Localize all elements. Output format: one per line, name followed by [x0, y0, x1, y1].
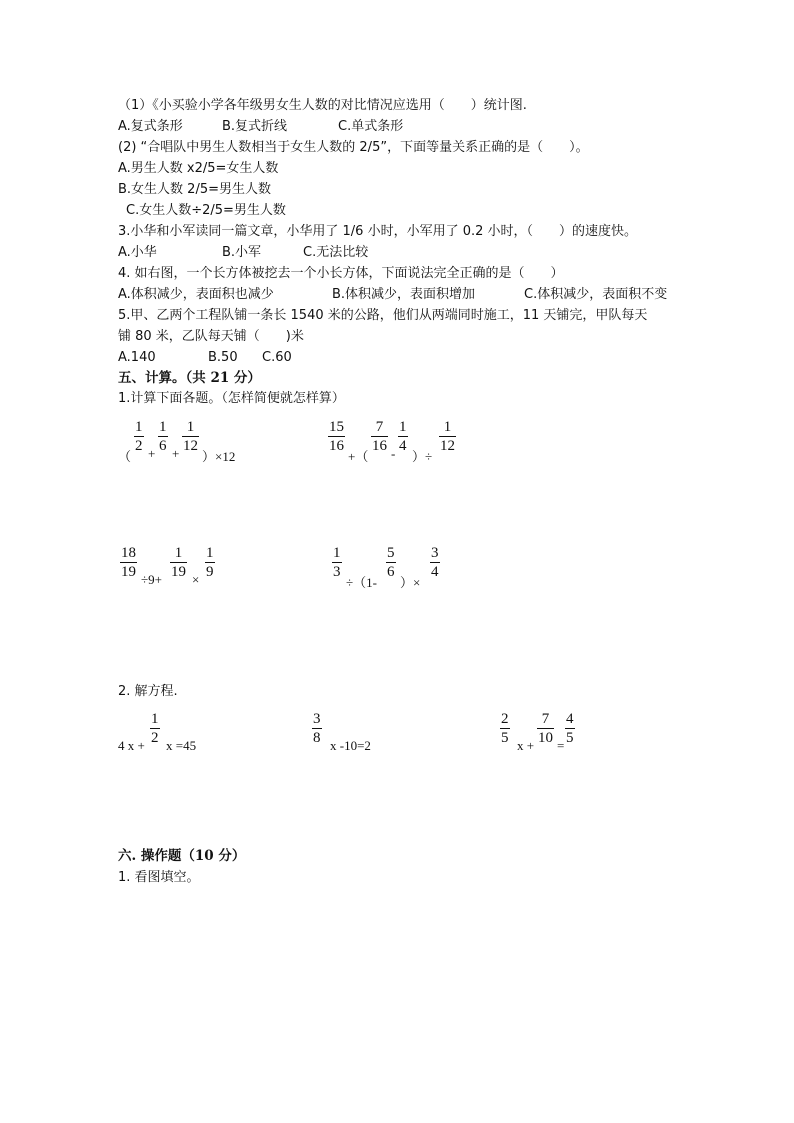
- operator: x +: [517, 738, 535, 753]
- operator: +: [148, 446, 156, 461]
- question-4-option-a: A.体积减少，表面积也减少: [118, 287, 274, 302]
- fraction: 1 6: [159, 419, 167, 454]
- fraction: 2 5: [501, 711, 509, 746]
- question-5-option-c: C.60: [262, 350, 292, 365]
- question-5-option-a: A.140: [118, 350, 156, 365]
- question-4-option-b: B.体积减少，表面积增加: [332, 287, 476, 302]
- operator: ÷9+: [141, 572, 162, 587]
- question-3-option-b: B.小军: [222, 245, 262, 260]
- question-2-option-b: B.女生人数 2/5=男生人数: [118, 182, 271, 197]
- question-4-option-c: C.体积减少，表面积不变: [524, 287, 668, 302]
- operator: ÷（1-: [346, 575, 377, 590]
- fraction: 1 2: [135, 419, 143, 454]
- operator: -: [391, 446, 396, 461]
- fraction: 1 9: [206, 545, 214, 580]
- fraction: 18 19: [121, 545, 136, 580]
- question-2-option-c: C.女生人数÷2/5=男生人数: [126, 203, 286, 218]
- question-1-text: （1）《小买验小学各年级男女生人数的对比情况应选用（ ）统计图.: [118, 98, 527, 113]
- fraction: 3 8: [313, 711, 321, 746]
- fraction: 3 4: [431, 545, 439, 580]
- question-3-option-a: A.小华: [118, 245, 157, 260]
- equation-term: 4 x +: [118, 738, 145, 753]
- fraction: 1 4: [399, 419, 407, 454]
- fraction: 1 3: [333, 545, 341, 580]
- question-4-text: 4. 如右图，一个长方体被挖去一个小长方体，下面说法完全正确的是（ ）: [118, 266, 564, 281]
- paren-close: ）×12: [202, 449, 236, 464]
- question-5-option-b: B.50: [208, 350, 238, 365]
- section-6-title: 六. 操作题（10 分）: [118, 848, 246, 864]
- fraction: 4 5: [566, 711, 574, 746]
- fraction: 1 2: [151, 711, 159, 746]
- operator: ）×: [400, 575, 421, 590]
- question-1-option-c: C.单式条形: [338, 119, 404, 134]
- fraction: 7 10: [538, 711, 553, 746]
- operation-question-1: 1. 看图填空。: [118, 870, 200, 885]
- question-5-text-line1: 5.甲、乙两个工程队铺一条长 1540 米的公路，他们从两端同时施工，11 天铺完，甲队每天: [118, 308, 648, 323]
- fraction: 7 16: [372, 419, 387, 454]
- operator: +（: [348, 449, 369, 464]
- operator: ）÷: [412, 449, 433, 464]
- operator: ×: [192, 572, 200, 587]
- operator: =: [557, 738, 565, 753]
- operator: +: [172, 446, 180, 461]
- fraction: 1 12: [183, 419, 198, 454]
- question-5-text-line2: 铺 80 米，乙队每天铺（ )米: [118, 329, 304, 344]
- calc-instruction: 1.计算下面各题。（怎样简便就怎样算）: [118, 391, 345, 406]
- question-2-option-a: A.男生人数 x2/5=女生人数: [118, 161, 279, 176]
- fraction: 5 6: [387, 545, 395, 580]
- equation-term: x =45: [166, 738, 197, 753]
- fraction: 1 12: [440, 419, 455, 454]
- question-1-option-b: B.复式折线: [222, 119, 288, 134]
- fraction: 15 16: [329, 419, 344, 454]
- question-1-option-a: A.复式条形: [118, 119, 183, 134]
- fraction: 1 19: [171, 545, 186, 580]
- paren-open: （: [118, 449, 132, 464]
- question-3-text: 3.小华和小军读同一篇文章，小华用了 1/6 小时，小军用了 0.2 小时，（ ）的速度快。: [118, 224, 638, 239]
- equation-instruction: 2. 解方程.: [118, 684, 178, 699]
- equation-term: x -10=2: [330, 738, 371, 753]
- question-3-option-c: C.无法比较: [303, 245, 369, 260]
- section-5-title: 五、计算。（共 21 分）: [118, 370, 261, 386]
- question-2-text: (2) “合唱队中男生人数相当于女生人数的 2/5”，下面等量关系正确的是（ ）。: [118, 140, 589, 155]
